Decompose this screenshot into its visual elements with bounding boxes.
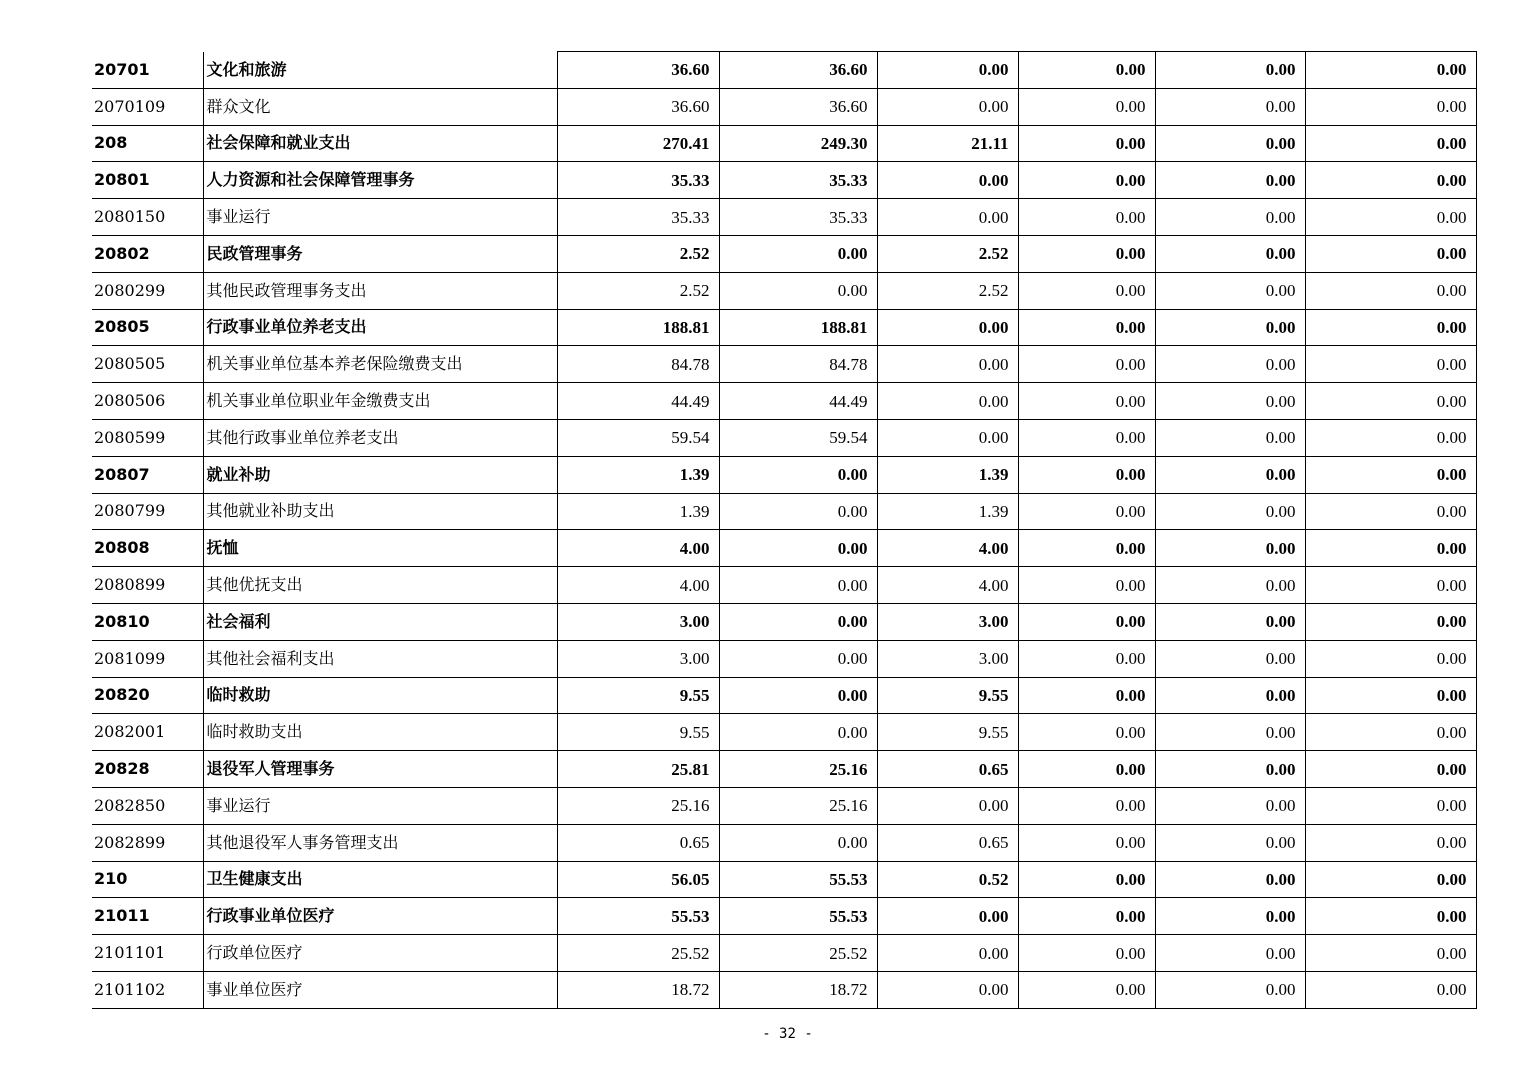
amount-cell: 36.60 (557, 52, 719, 89)
subject-code-cell: 2080799 (92, 493, 203, 530)
subject-name-cell: 其他优抚支出 (203, 567, 557, 604)
amount-cell: 0.00 (1155, 861, 1305, 898)
amount-cell: 59.54 (557, 419, 719, 456)
amount-cell: 0.00 (1305, 677, 1476, 714)
amount-cell: 0.00 (719, 640, 877, 677)
amount-cell: 270.41 (557, 125, 719, 162)
subject-name-cell: 社会保障和就业支出 (203, 125, 557, 162)
amount-cell: 0.00 (1155, 309, 1305, 346)
subject-code-cell: 2082850 (92, 787, 203, 824)
subject-name-cell: 事业单位医疗 (203, 971, 557, 1008)
amount-cell: 0.00 (877, 419, 1018, 456)
amount-cell: 44.49 (557, 383, 719, 420)
amount-cell: 0.00 (1305, 162, 1476, 199)
amount-cell: 0.00 (1155, 824, 1305, 861)
amount-cell: 0.00 (1018, 567, 1155, 604)
amount-cell: 0.00 (877, 383, 1018, 420)
subject-code-cell: 210 (92, 861, 203, 898)
amount-cell: 0.00 (1155, 603, 1305, 640)
amount-cell: 0.00 (1018, 861, 1155, 898)
item-row (92, 346, 1476, 383)
category-row (92, 235, 1476, 272)
subject-code-cell: 20802 (92, 235, 203, 272)
amount-cell: 35.33 (719, 162, 877, 199)
amount-cell: 1.39 (877, 493, 1018, 530)
amount-cell: 35.33 (719, 199, 877, 236)
subject-name-cell: 文化和旅游 (203, 52, 557, 89)
subject-name-cell: 临时救助 (203, 677, 557, 714)
subject-name-cell: 群众文化 (203, 88, 557, 125)
subject-name-cell: 事业运行 (203, 199, 557, 236)
category-row (92, 861, 1476, 898)
amount-cell: 0.00 (1305, 419, 1476, 456)
category-row (92, 125, 1476, 162)
amount-cell: 0.00 (1305, 235, 1476, 272)
amount-cell: 0.00 (1305, 346, 1476, 383)
item-row (92, 493, 1476, 530)
amount-cell: 0.00 (719, 824, 877, 861)
amount-cell: 0.00 (1018, 235, 1155, 272)
amount-cell: 0.00 (1018, 493, 1155, 530)
amount-cell: 0.00 (719, 677, 877, 714)
amount-cell: 0.00 (1155, 677, 1305, 714)
subject-code-cell: 208 (92, 125, 203, 162)
amount-cell: 36.60 (719, 52, 877, 89)
amount-cell: 36.60 (719, 88, 877, 125)
subject-name-cell: 事业运行 (203, 787, 557, 824)
amount-cell: 0.65 (877, 824, 1018, 861)
amount-cell: 188.81 (557, 309, 719, 346)
amount-cell: 0.00 (1305, 125, 1476, 162)
category-row (92, 677, 1476, 714)
category-row (92, 52, 1476, 89)
item-row (92, 567, 1476, 604)
amount-cell: 9.55 (557, 714, 719, 751)
item-row (92, 971, 1476, 1008)
amount-cell: 0.00 (719, 603, 877, 640)
amount-cell: 4.00 (877, 567, 1018, 604)
amount-cell: 0.00 (1155, 640, 1305, 677)
subject-name-cell: 行政事业单位医疗 (203, 898, 557, 935)
amount-cell: 0.00 (1018, 383, 1155, 420)
category-row (92, 309, 1476, 346)
item-row (92, 787, 1476, 824)
amount-cell: 9.55 (877, 714, 1018, 751)
amount-cell: 0.00 (1018, 787, 1155, 824)
amount-cell: 55.53 (719, 861, 877, 898)
amount-cell: 0.00 (1155, 567, 1305, 604)
subject-name-cell: 临时救助支出 (203, 714, 557, 751)
subject-name-cell: 机关事业单位基本养老保险缴费支出 (203, 346, 557, 383)
amount-cell: 21.11 (877, 125, 1018, 162)
subject-name-cell: 社会福利 (203, 603, 557, 640)
amount-cell: 0.00 (719, 456, 877, 493)
amount-cell: 0.00 (1018, 52, 1155, 89)
amount-cell: 1.39 (557, 456, 719, 493)
amount-cell: 0.00 (1018, 309, 1155, 346)
amount-cell: 0.00 (719, 493, 877, 530)
amount-cell: 0.00 (1155, 419, 1305, 456)
amount-cell: 0.00 (877, 971, 1018, 1008)
amount-cell: 0.00 (1018, 199, 1155, 236)
amount-cell: 25.16 (557, 787, 719, 824)
amount-cell: 36.60 (557, 88, 719, 125)
amount-cell: 0.00 (1018, 125, 1155, 162)
category-row (92, 603, 1476, 640)
amount-cell: 18.72 (557, 971, 719, 1008)
budget-table (92, 51, 1477, 1009)
amount-cell: 84.78 (719, 346, 877, 383)
category-row (92, 456, 1476, 493)
subject-code-cell: 20801 (92, 162, 203, 199)
item-row (92, 199, 1476, 236)
amount-cell: 0.00 (877, 346, 1018, 383)
subject-code-cell: 2082001 (92, 714, 203, 751)
subject-code-cell: 2081099 (92, 640, 203, 677)
subject-code-cell: 20828 (92, 751, 203, 788)
item-row (92, 419, 1476, 456)
amount-cell: 0.00 (1305, 751, 1476, 788)
subject-code-cell: 2080506 (92, 383, 203, 420)
amount-cell: 0.00 (877, 52, 1018, 89)
category-row (92, 162, 1476, 199)
amount-cell: 1.39 (877, 456, 1018, 493)
amount-cell: 0.00 (1155, 935, 1305, 972)
amount-cell: 0.00 (1018, 640, 1155, 677)
subject-code-cell: 2080505 (92, 346, 203, 383)
amount-cell: 0.00 (1018, 419, 1155, 456)
amount-cell: 0.00 (1018, 677, 1155, 714)
amount-cell: 0.00 (1018, 272, 1155, 309)
amount-cell: 0.00 (1305, 935, 1476, 972)
subject-code-cell: 20820 (92, 677, 203, 714)
subject-code-cell: 2080150 (92, 199, 203, 236)
amount-cell: 44.49 (719, 383, 877, 420)
item-row (92, 640, 1476, 677)
amount-cell: 0.00 (1018, 751, 1155, 788)
amount-cell: 0.00 (1155, 235, 1305, 272)
amount-cell: 0.00 (1155, 272, 1305, 309)
amount-cell: 0.00 (1018, 971, 1155, 1008)
amount-cell: 56.05 (557, 861, 719, 898)
amount-cell: 35.33 (557, 162, 719, 199)
amount-cell: 0.00 (1018, 935, 1155, 972)
amount-cell: 0.00 (1155, 125, 1305, 162)
subject-code-cell: 20701 (92, 52, 203, 89)
amount-cell: 2.52 (557, 235, 719, 272)
amount-cell: 0.00 (719, 567, 877, 604)
amount-cell: 0.00 (1155, 530, 1305, 567)
amount-cell: 18.72 (719, 971, 877, 1008)
amount-cell: 0.00 (1018, 88, 1155, 125)
subject-name-cell: 机关事业单位职业年金缴费支出 (203, 383, 557, 420)
item-row (92, 383, 1476, 420)
subject-code-cell: 2101102 (92, 971, 203, 1008)
subject-code-cell: 20805 (92, 309, 203, 346)
subject-code-cell: 20810 (92, 603, 203, 640)
amount-cell: 0.00 (1155, 971, 1305, 1008)
amount-cell: 0.00 (1155, 493, 1305, 530)
page-number: - 32 - (762, 1026, 813, 1042)
subject-name-cell: 其他行政事业单位养老支出 (203, 419, 557, 456)
amount-cell: 0.00 (877, 898, 1018, 935)
amount-cell: 25.16 (719, 751, 877, 788)
amount-cell: 0.00 (1155, 714, 1305, 751)
amount-cell: 0.00 (877, 88, 1018, 125)
amount-cell: 4.00 (557, 530, 719, 567)
amount-cell: 0.00 (1305, 309, 1476, 346)
amount-cell: 0.00 (1155, 456, 1305, 493)
amount-cell: 0.00 (1305, 898, 1476, 935)
amount-cell: 0.00 (1018, 346, 1155, 383)
amount-cell: 0.00 (1155, 88, 1305, 125)
amount-cell: 0.00 (1018, 162, 1155, 199)
amount-cell: 4.00 (557, 567, 719, 604)
amount-cell: 0.00 (1305, 456, 1476, 493)
amount-cell: 0.00 (877, 309, 1018, 346)
amount-cell: 0.00 (1018, 456, 1155, 493)
amount-cell: 0.52 (877, 861, 1018, 898)
amount-cell: 0.00 (1305, 787, 1476, 824)
amount-cell: 2.52 (557, 272, 719, 309)
amount-cell: 55.53 (557, 898, 719, 935)
amount-cell: 188.81 (719, 309, 877, 346)
category-row (92, 898, 1476, 935)
amount-cell: 0.00 (719, 530, 877, 567)
amount-cell: 25.52 (557, 935, 719, 972)
amount-cell: 4.00 (877, 530, 1018, 567)
amount-cell: 3.00 (877, 603, 1018, 640)
amount-cell: 0.00 (1305, 88, 1476, 125)
amount-cell: 249.30 (719, 125, 877, 162)
subject-name-cell: 民政管理事务 (203, 235, 557, 272)
amount-cell: 0.00 (1305, 199, 1476, 236)
subject-code-cell: 20807 (92, 456, 203, 493)
amount-cell: 2.52 (877, 235, 1018, 272)
amount-cell: 0.00 (1305, 493, 1476, 530)
subject-name-cell: 行政事业单位养老支出 (203, 309, 557, 346)
amount-cell: 0.00 (1155, 751, 1305, 788)
subject-name-cell: 其他就业补助支出 (203, 493, 557, 530)
amount-cell: 3.00 (557, 640, 719, 677)
subject-name-cell: 其他民政管理事务支出 (203, 272, 557, 309)
amount-cell: 0.00 (877, 935, 1018, 972)
subject-name-cell: 卫生健康支出 (203, 861, 557, 898)
subject-code-cell: 2101101 (92, 935, 203, 972)
subject-code-cell: 2082899 (92, 824, 203, 861)
item-row (92, 824, 1476, 861)
amount-cell: 0.00 (1155, 52, 1305, 89)
amount-cell: 0.00 (1305, 383, 1476, 420)
amount-cell: 0.00 (1018, 714, 1155, 751)
item-row (92, 935, 1476, 972)
item-row (92, 272, 1476, 309)
amount-cell: 0.00 (1305, 52, 1476, 89)
amount-cell: 35.33 (557, 199, 719, 236)
amount-cell: 0.00 (877, 162, 1018, 199)
subject-code-cell: 2070109 (92, 88, 203, 125)
amount-cell: 0.00 (719, 272, 877, 309)
amount-cell: 0.00 (719, 714, 877, 751)
amount-cell: 0.00 (1305, 861, 1476, 898)
amount-cell: 0.00 (1155, 383, 1305, 420)
amount-cell: 0.00 (1305, 603, 1476, 640)
subject-code-cell: 21011 (92, 898, 203, 935)
amount-cell: 25.81 (557, 751, 719, 788)
subject-name-cell: 就业补助 (203, 456, 557, 493)
amount-cell: 1.39 (557, 493, 719, 530)
subject-name-cell: 其他社会福利支出 (203, 640, 557, 677)
amount-cell: 59.54 (719, 419, 877, 456)
category-row (92, 530, 1476, 567)
subject-name-cell: 其他退役军人事务管理支出 (203, 824, 557, 861)
amount-cell: 0.65 (877, 751, 1018, 788)
amount-cell: 84.78 (557, 346, 719, 383)
amount-cell: 0.00 (1155, 898, 1305, 935)
amount-cell: 0.00 (1305, 272, 1476, 309)
amount-cell: 0.00 (1155, 199, 1305, 236)
subject-name-cell: 人力资源和社会保障管理事务 (203, 162, 557, 199)
subject-name-cell: 退役军人管理事务 (203, 751, 557, 788)
table-body (92, 52, 1476, 1009)
category-row (92, 751, 1476, 788)
amount-cell: 0.00 (1155, 787, 1305, 824)
amount-cell: 0.00 (1305, 530, 1476, 567)
amount-cell: 0.00 (1305, 640, 1476, 677)
amount-cell: 55.53 (719, 898, 877, 935)
amount-cell: 0.00 (719, 235, 877, 272)
subject-code-cell: 2080299 (92, 272, 203, 309)
amount-cell: 0.00 (1018, 824, 1155, 861)
amount-cell: 9.55 (557, 677, 719, 714)
amount-cell: 0.00 (1305, 971, 1476, 1008)
amount-cell: 2.52 (877, 272, 1018, 309)
amount-cell: 0.00 (1305, 714, 1476, 751)
subject-code-cell: 2080899 (92, 567, 203, 604)
amount-cell: 0.65 (557, 824, 719, 861)
subject-code-cell: 2080599 (92, 419, 203, 456)
subject-name-cell: 抚恤 (203, 530, 557, 567)
item-row (92, 88, 1476, 125)
subject-name-cell: 行政单位医疗 (203, 935, 557, 972)
amount-cell: 0.00 (1018, 530, 1155, 567)
amount-cell: 25.16 (719, 787, 877, 824)
amount-cell: 0.00 (1305, 567, 1476, 604)
amount-cell: 0.00 (1305, 824, 1476, 861)
amount-cell: 0.00 (877, 787, 1018, 824)
amount-cell: 3.00 (877, 640, 1018, 677)
amount-cell: 0.00 (1018, 898, 1155, 935)
item-row (92, 714, 1476, 751)
amount-cell: 9.55 (877, 677, 1018, 714)
amount-cell: 0.00 (1155, 346, 1305, 383)
amount-cell: 0.00 (877, 199, 1018, 236)
amount-cell: 3.00 (557, 603, 719, 640)
amount-cell: 25.52 (719, 935, 877, 972)
amount-cell: 0.00 (1018, 603, 1155, 640)
subject-code-cell: 20808 (92, 530, 203, 567)
amount-cell: 0.00 (1155, 162, 1305, 199)
